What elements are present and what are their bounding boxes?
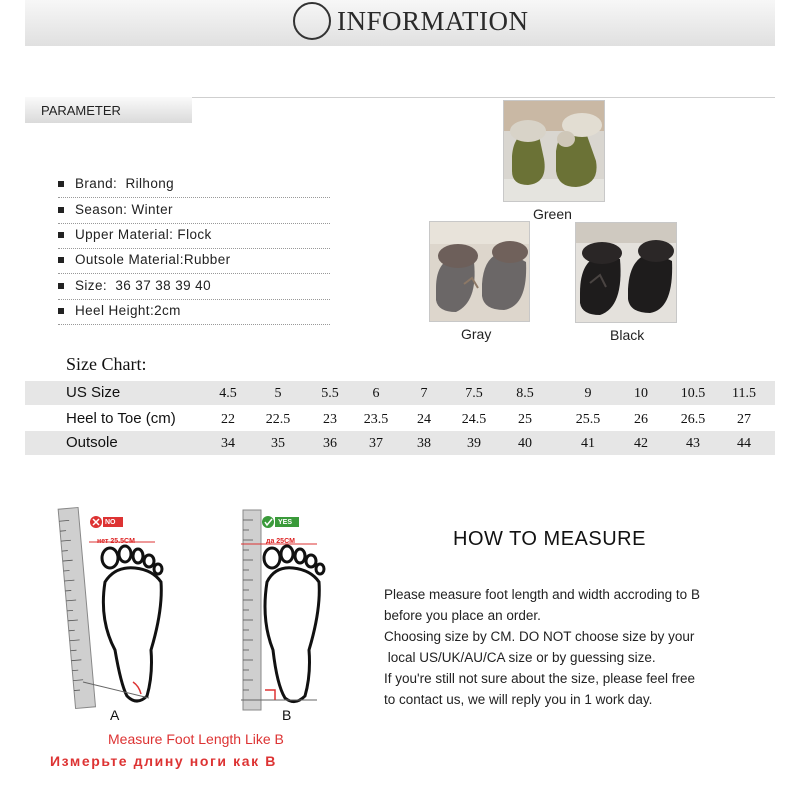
tag-b: да 25CM: [266, 538, 295, 545]
size-cell: 35: [271, 436, 285, 451]
attribute-heel-height: [58, 300, 330, 325]
size-cell: 5: [274, 386, 282, 401]
size-cell: 6: [372, 386, 380, 401]
size-cell: 7.5: [465, 386, 483, 401]
size-cell: 22.5: [265, 412, 291, 427]
circle-emblem-icon: [293, 2, 331, 40]
size-cell: 44: [737, 436, 751, 451]
measure-line: Choosing size by CM. DO NOT choose size by your: [384, 629, 695, 644]
size-cell: 10.5: [680, 386, 706, 401]
caption-english: Measure Foot Length Like B: [108, 731, 284, 747]
foot-measure-diagram: [55, 500, 355, 720]
ruler-a-icon: [58, 508, 95, 709]
angle-b-icon: [265, 690, 275, 700]
size-cell: 24: [417, 412, 431, 427]
attribute-brand: [58, 173, 330, 198]
label-b: B: [282, 707, 292, 723]
size-cell: 5.5: [321, 386, 339, 401]
measure-line: before you place an order.: [384, 608, 541, 623]
bullet-icon: [58, 207, 64, 213]
size-cell: 23: [323, 412, 337, 427]
size-cell: 26: [634, 412, 648, 427]
bullet-icon: [58, 257, 64, 263]
parameter-tab-label: PARAMETER: [41, 103, 121, 118]
yes-badge-icon: [262, 516, 274, 528]
parameter-tab: [25, 97, 192, 123]
attribute-text: Season: Winter: [75, 202, 173, 217]
measure-line: Please measure foot length and width accroding to B: [384, 587, 700, 602]
caption-russian: Измерьте длину ноги как B: [50, 753, 277, 769]
foot-b-icon: [264, 546, 324, 702]
size-cell: 27: [737, 412, 751, 427]
bullet-icon: [58, 308, 64, 314]
color-caption-black: Black: [610, 327, 645, 343]
size-row-heel-to-toe: [25, 407, 775, 431]
bullet-icon: [58, 283, 64, 289]
size-cell: 36: [323, 436, 337, 451]
size-cell: 34: [221, 436, 235, 451]
size-cell: 39: [467, 436, 481, 451]
attribute-upper-material: [58, 224, 330, 249]
attribute-outsole-material: [58, 249, 330, 274]
color-caption-green: Green: [533, 206, 572, 222]
size-row-outsole: [25, 431, 775, 455]
measure-line: If you're still not sure about the size, please feel free: [384, 671, 696, 686]
attribute-text: Upper Material: Flock: [75, 227, 212, 242]
page-title: INFORMATION: [337, 6, 529, 36]
row-label: US Size: [66, 384, 121, 401]
size-cell: 4.5: [219, 386, 237, 401]
size-cell: 9: [584, 386, 592, 401]
gray-boot-photo: [429, 221, 530, 322]
size-cell: 11.5: [732, 386, 756, 401]
size-cell: 37: [369, 436, 383, 451]
attribute-size: [58, 275, 330, 300]
bullet-icon: [58, 181, 64, 187]
header-banner: [25, 0, 775, 46]
size-cell: 8.5: [516, 386, 534, 401]
size-cell: 25.5: [575, 412, 601, 427]
label-a: A: [110, 707, 120, 723]
attribute-season: [58, 199, 330, 224]
how-to-measure-title: HOW TO MEASURE: [453, 528, 646, 550]
divider: [192, 97, 775, 98]
size-chart-title: Size Chart:: [66, 354, 147, 374]
angle-a-icon: [133, 682, 141, 694]
size-cell: 7: [420, 386, 428, 401]
black-boot-photo: [575, 222, 677, 323]
attribute-text: Outsole Material:Rubber: [75, 252, 231, 267]
size-cell: 43: [686, 436, 700, 451]
size-cell: 25: [518, 412, 532, 427]
foot-a-icon: [102, 546, 162, 701]
size-cell: 26.5: [680, 412, 706, 427]
size-cell: 24.5: [461, 412, 487, 427]
size-row-us: [25, 381, 775, 405]
size-cell: 42: [634, 436, 648, 451]
attribute-text: Size: 36 37 38 39 40: [75, 278, 211, 293]
yes-badge-label: YES: [278, 519, 293, 526]
ruler-b-icon: [243, 510, 261, 710]
size-cell: 23.5: [363, 412, 389, 427]
how-to-measure-text: [384, 584, 700, 710]
bullet-icon: [58, 232, 64, 238]
row-label: Outsole: [66, 434, 118, 451]
size-cell: 38: [417, 436, 431, 451]
attribute-text: Heel Height:2cm: [75, 303, 181, 318]
green-boot-photo: [503, 100, 605, 202]
size-cell: 10: [634, 386, 648, 401]
size-cell: 40: [518, 436, 532, 451]
attribute-text: Brand: Rilhong: [75, 176, 175, 191]
size-cell: 41: [581, 436, 595, 451]
tag-a: нет 25.5CM: [97, 538, 135, 545]
row-label: Heel to Toe (cm): [66, 410, 176, 427]
no-badge-label: NO: [105, 519, 116, 526]
measure-line: local US/UK/AU/CA size or by guessing size.: [384, 650, 656, 665]
size-cell: 22: [221, 412, 235, 427]
color-caption-gray: Gray: [461, 326, 492, 342]
measure-line: to contact us, we will reply you in 1 work day.: [384, 692, 653, 707]
